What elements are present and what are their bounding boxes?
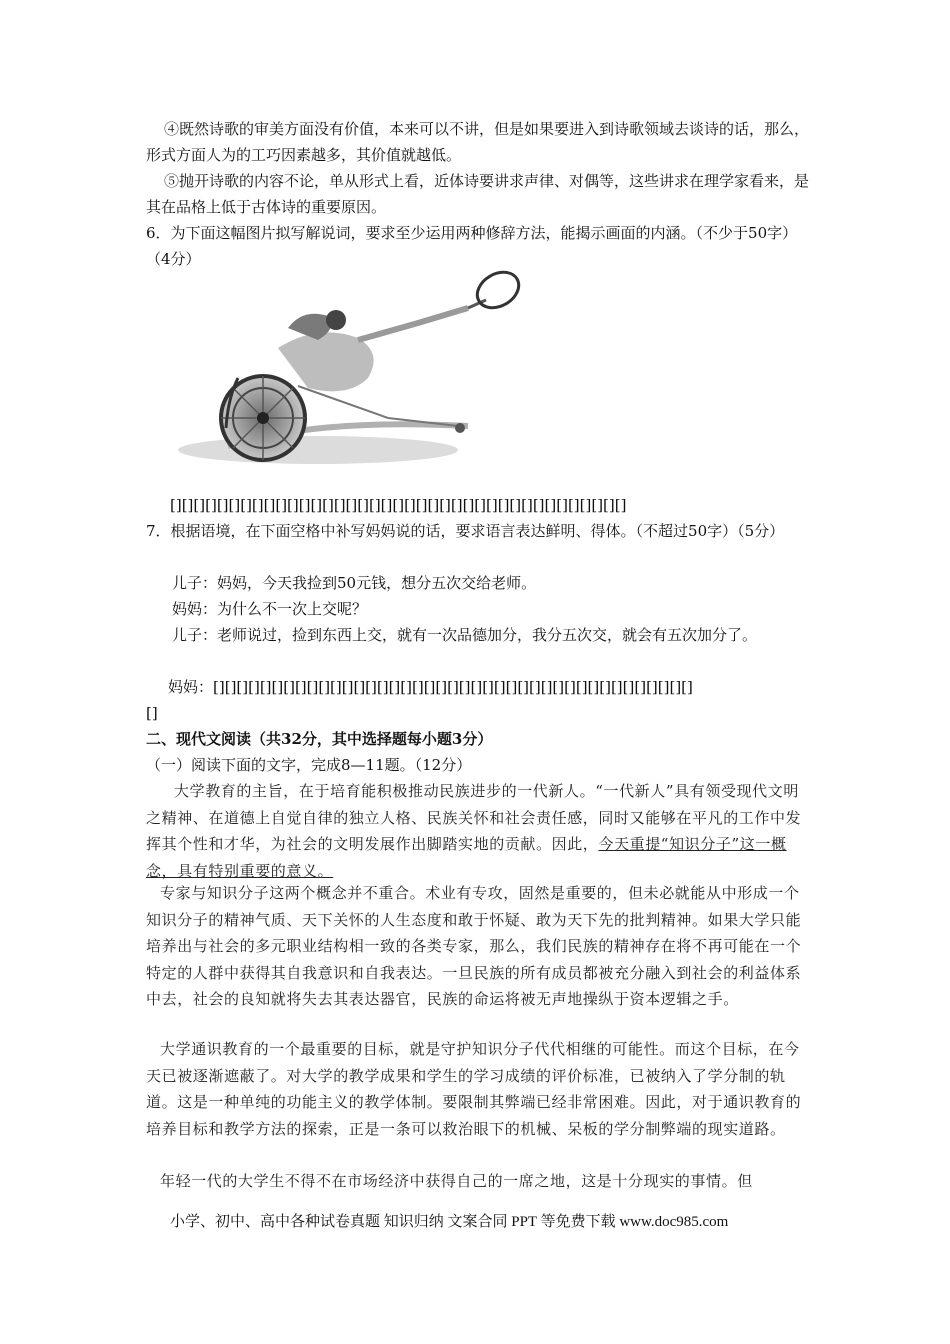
question-7-answer-line xyxy=(168,674,832,700)
question-7-prompt: 7．根据语境，在下面空格中补写妈妈说的话，要求语言表达鲜明、得体。（不超过50字）（5分） xyxy=(146,522,785,540)
option-4: ④既然诗歌的审美方面没有价值，本来可以不讲，但是如果要进入到诗歌领域去谈诗的话，那么，形式方面人为的工巧因素越多，其价值就越低。 xyxy=(146,120,810,164)
page-footer: 小学、初中、高中各种试卷真题 知识归纳 文案合同 PPT 等免费下载 www.doc985.com xyxy=(170,1214,729,1230)
passage-p1-underlined: 今天重提“知识分子”这一概念，具有特别重要的意义。 xyxy=(146,835,787,880)
question-6-answer-blanks[interactable]: [][][][][][][][][][][][][][][][][][][][][][][][][][][][][][][][][][][][][][][] xyxy=(170,496,627,514)
wheelchair-tennis-illustration xyxy=(168,268,528,478)
option-5: ⑤抛开诗歌的内容不论，单从形式上看，近体诗要讲求声律、对偶等，这些讲求在理学家看来，是其在品格上低于古体诗的重要原因。 xyxy=(146,172,810,216)
passage-paragraph-1 xyxy=(146,778,810,884)
mom-answer-blanks[interactable]: [][][][][][][][][][][][][][][][][][][][][][][][][][][][][][][][][][][][][][][][][] xyxy=(213,678,693,696)
mom-answer-blanks-overflow[interactable]: [] xyxy=(146,704,158,722)
dialogue-son-1: 儿子：妈妈，今天我捡到50元钱，想分五次交给老师。 xyxy=(172,574,537,592)
passage-paragraph-3: 大学通识教育的一个最重要的目标，就是守护知识分子代代相继的可能性。而这个目标，在今天已被逐渐遮蔽了。对大学的教学成果和学生的学习成绩的评价标准，已被纳入了学分制的轨道。这是一种单纯的功能主义的教学体制。要限制其弊端已经非常困难。因此，对于通识教育的培养目标和教学方法的探索，正是一条可以救治眼下的机械、呆板的学分制弊端的现实道路。 xyxy=(146,1040,802,1138)
section-2-heading: 二、现代文阅读（共32分，其中选择题每小题3分） xyxy=(146,730,493,748)
section-2-subheading: （一）阅读下面的文字，完成8—11题。（12分） xyxy=(146,756,472,774)
passage-paragraph-2: 专家与知识分子这两个概念并不重合。术业有专攻，固然是重要的，但未必就能从中形成一个知识分子的精神气质、天下关怀的人生态度和敢于怀疑、敢为天下先的批判精神。如果大学只能培养出与社会的多元职业结构相一致的各类专家，那么，我们民族的精神存在将不再可能在一个特定的人群中获得其自我意识和自我表达。一旦民族的所有成员都被充分融入到社会的利益体系中去，社会的良知就将失去其表达器官，民族的命运将被无声地操纵于资本逻辑之手。 xyxy=(146,884,802,1008)
question-6-prompt: 6．为下面这幅图片拟写解说词，要求至少运用两种修辞方法，能揭示画面的内涵。（不少于50字）（4分） xyxy=(146,224,798,268)
mom-label: 妈妈： xyxy=(168,678,214,696)
passage-p1-text: 大学教育的主旨，在于培育能积极推动民族进步的一代新人。“一代新人”具有领受现代文明之精神、在道德上自觉自律的独立人格、民族关怀和社会责任感，同时又能够在平凡的工作中发挥其个性和才华，为社会的文明发展作出脚踏实地的贡献。因此， xyxy=(146,782,802,853)
dialogue-mom-1: 妈妈：为什么不一次上交呢？ xyxy=(172,600,368,618)
passage-paragraph-4: 年轻一代的大学生不得不在市场经济中获得自己的一席之地，这是十分现实的事情。但 xyxy=(160,1172,753,1190)
dialogue-son-2: 儿子：老师说过，捡到东西上交，就有一次品德加分，我分五次交，就会有五次加分了。 xyxy=(172,626,758,644)
